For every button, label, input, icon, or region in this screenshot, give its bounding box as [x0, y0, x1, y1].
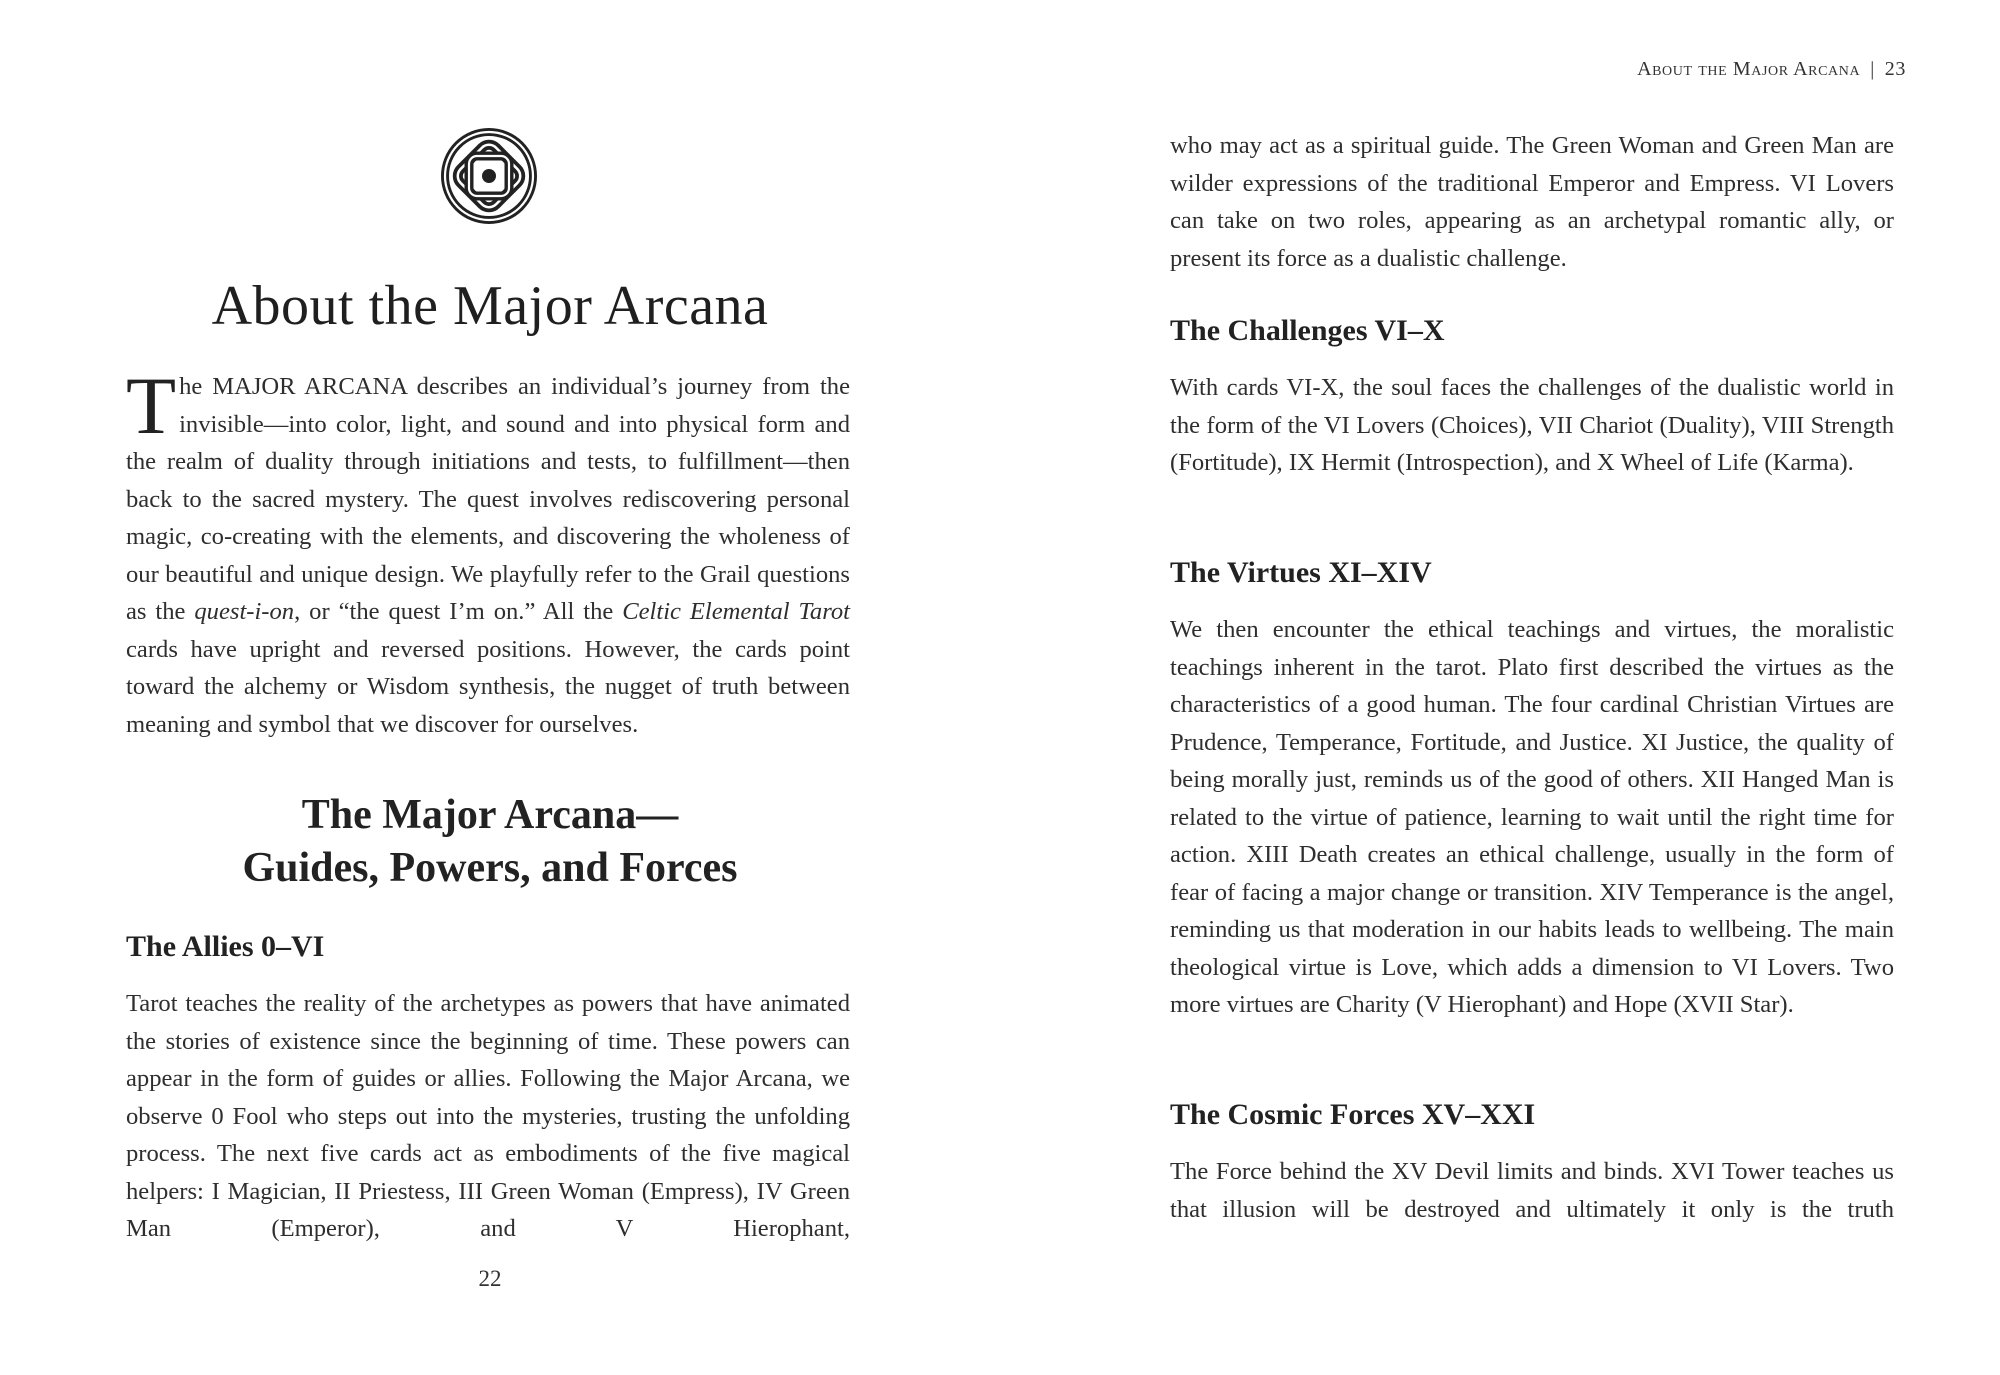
- right-page: [1000, 0, 2000, 1375]
- intro-italic-quest: quest-i-on: [194, 598, 295, 625]
- running-head: [1637, 58, 1906, 81]
- challenges-paragraph: With cards VI-X, the soul faces the challenges of the dualistic world in the form of the VI Lovers (Choices), VII Chariot (Duality), VIII Strength (Fortitude), IX Hermit (Introspection), and X Wheel of Life (Karma).: [1170, 374, 1894, 476]
- section-title-line-2: Guides, Powers, and Forces: [242, 845, 738, 891]
- section-title-line-1: The Major Arcana—: [301, 792, 679, 838]
- running-head-title: About the Major Arcana: [1637, 58, 1861, 80]
- challenges-heading: The Challenges VI–X: [1170, 314, 1445, 347]
- drop-cap: T: [126, 360, 177, 451]
- cosmic-forces-paragraph: The Force behind the XV Devil limits and binds. XVI Tower teaches us that illusion will be destroyed and ultimately it only is the truth: [1170, 1158, 1894, 1223]
- intro-text-1: he MAJOR ARCANA describes an individual’s journey from the invisible—into color, light, and sound and into physical form and the realm of duality through initiations and tests, to fulfillment—then back to the sacred mystery. The quest involves rediscovering personal magic, co-creating with the elements, and discovering the wholeness of our beautiful and unique design. We playfully refer to the Grail questions as the: [126, 373, 850, 625]
- page-number-right: 23: [1884, 58, 1906, 80]
- virtues-paragraph: We then encounter the ethical teachings and virtues, the moralistic teachings inherent in the tarot. Plato first described the virtues as the characteristics of a good human. The four cardinal Christian Virtues are Prudence, Temperance, Fortitude, and Justice. XI Justice, the quality of being morally just, reminds us of the good of others. XII Hanged Man is related to the virtue of patience, learning to wait until the right time for action. XIII Death creates an ethical challenge, usually in the form of fear of facing a major change or transition. XIV Temperance is the angel, reminding us that moderation in our habits leads to wellbeing. The main theological virtue is Love, which adds a dimension to VI Lovers. Two more virtues are Charity (V Hierophant) and Hope (XVII Star).: [1170, 616, 1894, 1018]
- allies-heading: The Allies 0–VI: [126, 930, 325, 963]
- chapter-title: About the Major Arcana: [211, 275, 769, 337]
- intro-text-3: cards have upright and reversed positions. However, the cards point toward the alchemy or Wisdom synthesis, the nugget of truth between meaning and symbol that we discover for ourselves.: [126, 635, 850, 738]
- intro-italic-tarot-title: Celtic Elemental Tarot: [622, 598, 850, 625]
- intro-paragraph: [126, 360, 850, 743]
- virtues-heading: The Virtues XI–XIV: [1170, 556, 1432, 589]
- celtic-knot-icon: [439, 126, 539, 226]
- page-number-left: 22: [478, 1266, 502, 1291]
- intro-text-2: , or “the quest I’m on.” All the: [294, 598, 623, 625]
- cosmic-forces-heading: The Cosmic Forces XV–XXI: [1170, 1098, 1536, 1131]
- running-head-separator: |: [1870, 58, 1875, 80]
- allies-paragraph: Tarot teaches the reality of the archetypes as powers that have animated the stories of existence since the beginning of time. These powers can appear in the form of guides or allies. Following the Major Arcana, we observe 0 Fool who steps out into the mysteries, trusting the unfolding process. The next five cards act as embodiments of the five magical helpers: I Magician, II Priestess, III Green Woman (Empress), IV Green Man (Emperor), and V Hierophant,: [126, 990, 850, 1242]
- continuation-paragraph: who may act as a spiritual guide. The Green Woman and Green Man are wilder expressions of the traditional Emperor and Empress. VI Lovers can take on two roles, appearing as an archetypal romantic ally, or present its force as a dualistic challenge.: [1170, 132, 1894, 272]
